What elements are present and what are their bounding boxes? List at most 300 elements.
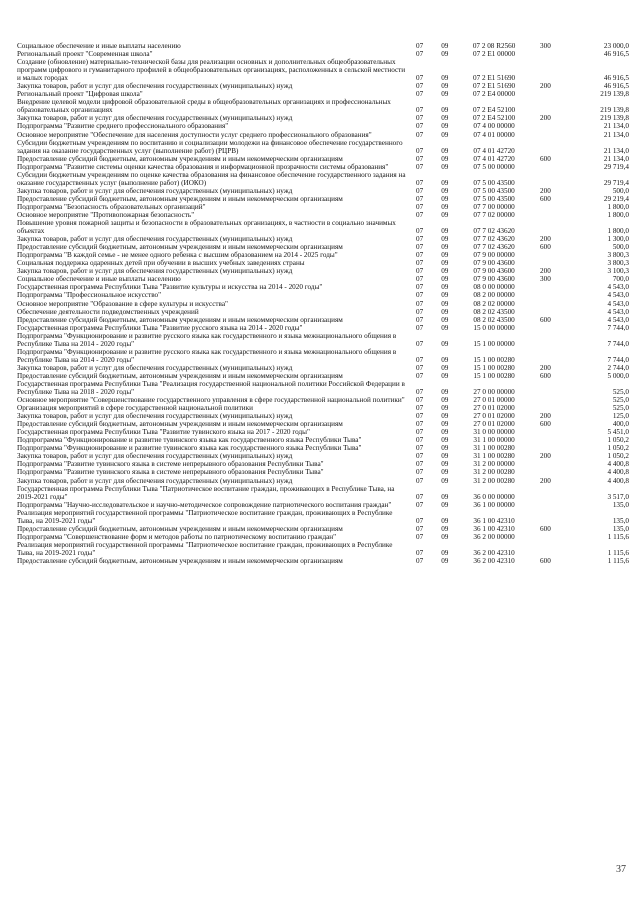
table-row [17,275,629,283]
row-section-code: 07 [416,243,424,252]
row-section-code: 07 [416,363,424,372]
row-subsection-code: 09 [441,291,449,300]
row-section-code: 07 [416,82,424,91]
table-row [17,501,629,509]
row-amount: 3 100,3 [607,267,629,276]
table-row [17,42,629,50]
row-section-code: 07 [416,122,424,131]
row-subsection-code: 09 [441,516,449,525]
row-section-code: 07 [416,114,424,123]
row-expense-type: 300 [540,42,551,50]
row-section-code: 07 [416,202,424,211]
row-target-article: 31 1 00 00000 [473,436,515,445]
row-subsection-code: 09 [441,146,449,155]
row-subsection-code: 09 [441,548,449,557]
row-name: Государственная программа Республики Тыва "Развитие русского языка на 2014 - 2020 годы" [17,323,303,332]
row-section-code: 07 [416,50,424,59]
row-name: Внедрение целевой модели цифровой образовательной среды в общеобразовательных организациях и профессиональных образовательных организациях [17,98,391,115]
table-row [17,533,629,541]
row-amount: 135,0 [612,516,629,525]
row-expense-type [528,436,562,444]
row-expense-type [528,460,562,468]
row-name: Подпрограмма "Совершенствование форм и методов работы по патриотическому воспитанию граждан" [17,532,337,541]
row-subsection-code: 09 [441,412,449,421]
row-expense-type: 600 [540,524,551,533]
row-name: Закупка товаров, работ и услуг для обеспечения государственных (муниципальных) нужд [17,476,293,485]
table-row [17,332,629,348]
row-expense-type [528,163,562,171]
row-name: Подпрограмма "Функционирование и развитие русского языка как государственного и языка межнационального общения в Республике Тыва на 2014 - 2020 годы" [17,347,397,364]
row-name: Социальная поддержка одаренных детей при обучении в высших учебных заведениях страны [17,259,305,268]
row-section-code: 07 [416,251,424,260]
row-subsection-code: 09 [441,90,449,99]
row-amount: 4 543,0 [607,299,629,308]
table-row [17,308,629,316]
row-target-article: 36 0 00 00000 [473,492,515,501]
row-subsection-code: 09 [441,202,449,211]
row-subsection-code: 09 [441,251,449,260]
row-amount: 135,0 [612,524,629,533]
row-target-article: 31 2 00 00280 [473,468,515,477]
row-subsection-code: 09 [441,178,449,187]
row-amount: 46 916,5 [603,82,629,91]
row-subsection-code: 09 [441,162,449,171]
row-name: Организация мероприятий в сфере государственной национальной политики [17,404,253,413]
table-row [17,155,629,163]
row-section-code: 07 [416,162,424,171]
row-target-article: 08 2 00 00000 [473,291,515,300]
row-amount: 21 134,0 [603,122,629,131]
row-subsection-code: 09 [441,452,449,461]
row-section-code: 07 [416,476,424,485]
row-subsection-code: 09 [441,122,449,131]
row-target-article: 07 2 E1 51690 [473,74,516,83]
row-section-code: 07 [416,452,424,461]
row-subsection-code: 09 [441,396,449,405]
row-name: Основное мероприятие "Образование в сфере культуры и искусства" [17,299,228,308]
table-row [17,82,629,90]
table-row [17,557,629,565]
table-row [17,452,629,460]
row-name: Государственная программа Республики Тыва "Развитие культуры и искусства на 2014 - 2020 годы" [17,283,323,292]
row-amount: 21 134,0 [603,154,629,163]
row-section-code: 07 [416,355,424,364]
row-section-code: 07 [416,460,424,469]
row-amount: 125,0 [612,412,629,421]
row-target-article: 07 9 00 00000 [473,251,515,260]
row-amount: 21 134,0 [603,146,629,155]
row-target-article: 27 0 01 00000 [473,396,515,405]
row-name: Закупка товаров, работ и услуг для обеспечения государственных (муниципальных) нужд [17,186,293,195]
row-target-article: 07 2 E1 51690 [473,82,516,91]
row-amount: 29 719,4 [603,178,629,187]
table-row [17,291,629,299]
row-target-article: 07 2 08 R2560 [472,42,516,50]
row-expense-type [528,211,562,219]
row-subsection-code: 09 [441,259,449,268]
row-expense-type [528,428,562,436]
row-amount: 29 219,4 [603,194,629,203]
row-amount: 7 744,0 [607,339,629,348]
row-subsection-code: 09 [441,557,449,565]
row-expense-type [528,251,562,259]
table-row [17,412,629,420]
row-amount: 5 451,0 [607,428,629,437]
table-row [17,131,629,139]
row-name: Предоставление субсидий бюджетным, автономным учреждениям и иным некоммерческим организациям [17,524,343,533]
row-name: Подпрограмма "Безопасность образовательных организаций" [17,202,206,211]
row-name: Государственная программа Республики Тыва "Патриотическое воспитание граждан, проживающих в Республике Тыва, на 2019-2021 годы" [17,484,395,501]
row-amount: 135,0 [612,500,629,509]
row-section-code: 07 [416,315,424,324]
row-subsection-code: 09 [441,243,449,252]
row-amount: 4 543,0 [607,291,629,300]
row-amount: 3 517,0 [607,492,629,501]
row-name: Государственная программа Республики Тыва "Реализация государственной национальной политики Российской Федерации в Республике Тыва на 2018 - 2020 годы" [17,379,405,397]
row-name: Предоставление субсидий бюджетным, автономным учреждениям и иным некоммерческим организациям [17,154,343,163]
row-subsection-code: 09 [441,42,449,50]
row-subsection-code: 09 [441,106,449,115]
row-section-code: 07 [416,227,424,236]
row-amount: 4 543,0 [607,283,629,292]
row-amount: 1 300,0 [607,235,629,244]
row-section-code: 07 [416,146,424,155]
row-section-code: 07 [416,90,424,99]
row-expense-type: 600 [540,557,551,565]
row-subsection-code: 09 [441,436,449,445]
table-row [17,300,629,308]
row-subsection-code: 09 [441,524,449,533]
table-row [17,428,629,436]
row-amount: 1 115,6 [607,532,629,541]
table-row [17,541,629,557]
row-subsection-code: 09 [441,371,449,380]
row-expense-type [528,58,562,82]
table-row [17,436,629,444]
row-target-article: 07 5 00 43500 [473,186,515,195]
row-amount: 1 800,0 [607,202,629,211]
row-target-article: 07 4 01 42720 [473,154,515,163]
row-subsection-code: 09 [441,74,449,83]
row-section-code: 07 [416,259,424,268]
row-section-code: 07 [416,210,424,219]
row-section-code: 07 [416,436,424,445]
row-target-article: 36 2 00 00000 [473,532,515,541]
row-amount: 400,0 [612,420,629,429]
row-expense-type [528,219,562,235]
row-amount: 3 800,3 [607,251,629,260]
row-target-article: 36 1 00 42310 [473,516,515,525]
row-name: Предоставление субсидий бюджетным, автономным учреждениям и иным некоммерческим организациям [17,194,343,203]
row-subsection-code: 09 [441,460,449,469]
row-name: Субсидии бюджетным учреждениям по воспитанию и социализации молодежи на финансовое обеспечение государственного задания на оказание государственных услуг (выполнение работ) (РЦРВ) [17,138,403,155]
row-target-article: 15 0 00 00000 [473,323,515,332]
budget-table-body [17,42,629,565]
row-target-article: 15 1 00 00000 [473,339,515,348]
row-name: Субсидии бюджетным учреждениям по оценке качества образования на финансовое обеспечение государственного задания на оказание государственных услуг (выполнение работ) (ИОКО) [17,170,406,187]
row-name: Реализация мероприятий государственной программы "Патриотическое воспитание граждан, проживающих в Республике Тыва, на 2019-2021 годы" [17,508,393,525]
row-name: Подпрограмма "В каждой семье - не менее одного ребенка с высшим образованием на 2014 - 2025 годы" [17,251,338,260]
row-name: Подпрограмма "Функционирование и развитие русского языка как государственного и языка межнационального общения в Республике Тыва на 2014 - 2020 годы" [17,331,397,348]
table-row [17,420,629,428]
table-row [17,468,629,476]
table-row [17,324,629,332]
row-target-article: 07 4 01 00000 [473,130,515,139]
row-target-article: 07 5 00 00000 [473,162,515,171]
row-name: Закупка товаров, работ и услуг для обеспечения государственных (муниципальных) нужд [17,267,293,276]
row-expense-type: 300 [540,275,551,284]
row-amount: 1 800,0 [607,210,629,219]
table-row [17,251,629,259]
row-subsection-code: 09 [441,355,449,364]
row-expense-type [528,203,562,211]
table-row [17,404,629,412]
page-number: 37 [616,864,626,875]
row-amount: 4 400,8 [607,460,629,469]
row-subsection-code: 09 [441,227,449,236]
row-target-article: 15 1 00 00280 [473,355,515,364]
row-expense-type: 200 [540,476,551,485]
table-row [17,90,629,98]
row-expense-type: 200 [540,452,551,461]
row-section-code: 07 [416,42,424,50]
table-row [17,396,629,404]
row-section-code: 07 [416,412,424,421]
table-row [17,114,629,122]
row-amount: 46 916,5 [603,74,629,83]
row-name: Подпрограмма "Развитие среднего профессионального образования" [17,122,229,131]
row-amount: 1 050,2 [607,436,629,445]
row-target-article: 15 1 00 00280 [473,363,515,372]
row-target-article: 07 9 00 43600 [473,259,515,268]
row-name: Подпрограмма "Функционирование и развитие тувинского языка как государственного языка Республики Тыва" [17,444,362,453]
table-row [17,163,629,171]
row-subsection-code: 09 [441,420,449,429]
row-amount: 1 115,6 [607,548,629,557]
table-row [17,187,629,195]
row-expense-type [528,332,562,348]
row-section-code: 07 [416,500,424,509]
table-row [17,267,629,275]
row-amount: 525,0 [612,388,629,397]
row-name: Закупка товаров, работ и услуг для обеспечения государственных (муниципальных) нужд [17,114,293,123]
row-target-article: 31 2 00 00000 [473,460,515,469]
row-name: Социальное обеспечение и иные выплаты населению [17,275,181,284]
row-expense-type: 200 [540,363,551,372]
row-target-article: 36 1 00 00000 [473,500,515,509]
row-target-article: 07 7 00 00000 [473,202,515,211]
row-subsection-code: 09 [441,323,449,332]
row-subsection-code: 09 [441,130,449,139]
row-target-article: 07 7 02 43620 [473,227,515,236]
row-target-article: 31 1 00 00280 [473,444,515,453]
row-subsection-code: 09 [441,283,449,292]
budget-table [17,42,629,565]
row-name: Закупка товаров, работ и услуг для обеспечения государственных (муниципальных) нужд [17,235,293,244]
row-target-article: 07 4 00 00000 [473,122,515,131]
table-row [17,364,629,372]
row-target-article: 07 5 00 43500 [473,178,515,187]
row-target-article: 27 0 01 02000 [473,404,515,413]
row-subsection-code: 09 [441,388,449,397]
row-expense-type: 600 [540,315,551,324]
row-section-code: 07 [416,444,424,453]
row-section-code: 07 [416,388,424,397]
row-amount: 23 000,0 [603,42,629,50]
row-target-article: 07 9 00 43600 [473,267,515,276]
row-amount: 500,0 [612,243,629,252]
row-expense-type [528,404,562,412]
row-amount: 219 139,8 [600,114,629,123]
row-amount: 7 744,0 [607,323,629,332]
row-target-article: 31 2 00 00280 [473,476,515,485]
row-section-code: 07 [416,420,424,429]
table-row [17,98,629,114]
row-section-code: 07 [416,323,424,332]
row-name: Предоставление субсидий бюджетным, автономным учреждениям и иным некоммерческим организациям [17,420,343,429]
row-subsection-code: 09 [441,428,449,437]
row-section-code: 07 [416,524,424,533]
row-target-article: 07 5 00 43500 [473,194,515,203]
row-section-code: 07 [416,307,424,316]
table-row [17,316,629,324]
row-amount: 4 400,8 [607,476,629,485]
row-subsection-code: 09 [441,363,449,372]
row-expense-type [528,501,562,509]
row-section-code: 07 [416,283,424,292]
row-name: Подпрограмма "Развитие тувинского языка в системе непрерывного образования Республики Тыва" [17,468,324,477]
row-amount: 219 139,8 [600,106,629,115]
row-amount: 46 916,5 [603,50,629,59]
row-expense-type [528,98,562,114]
row-target-article: 07 4 01 42720 [473,146,515,155]
row-section-code: 07 [416,186,424,195]
row-expense-type [528,485,562,501]
row-name: Предоставление субсидий бюджетным, автономным учреждениям и иным некоммерческим организациям [17,243,343,252]
table-row [17,525,629,533]
row-target-article: 07 2 E4 52100 [473,106,516,115]
row-expense-type [528,122,562,130]
row-section-code: 07 [416,428,424,437]
row-expense-type [528,291,562,299]
row-target-article: 08 2 02 43500 [473,315,515,324]
row-amount: 700,0 [612,275,629,284]
row-name: Подпрограмма "Профессиональное искусство" [17,291,162,300]
row-expense-type [528,308,562,316]
row-target-article: 27 0 00 00000 [473,388,515,397]
row-name: Подпрограмма "Научно-исследовательское и научно-методическое сопровождение патриотического воспитания граждан" [17,500,392,509]
row-amount: 525,0 [612,396,629,405]
row-expense-type [528,139,562,155]
row-target-article: 07 7 02 43620 [473,243,515,252]
row-expense-type: 200 [540,267,551,276]
row-target-article: 08 0 00 00000 [473,283,515,292]
table-row [17,259,629,267]
row-name: Подпрограмма "Развитие тувинского языка в системе непрерывного образования Республики Тыва" [17,460,324,469]
row-section-code: 07 [416,492,424,501]
row-section-code: 07 [416,299,424,308]
row-name: Закупка товаров, работ и услуг для обеспечения государственных (муниципальных) нужд [17,412,293,421]
row-section-code: 07 [416,275,424,284]
table-row [17,50,629,58]
row-target-article: 36 1 00 42310 [473,524,515,533]
row-expense-type [528,171,562,187]
row-expense-type: 200 [540,412,551,421]
row-section-code: 07 [416,468,424,477]
table-row [17,283,629,291]
row-section-code: 07 [416,154,424,163]
row-section-code: 07 [416,371,424,380]
row-expense-type: 600 [540,420,551,429]
row-amount: 7 744,0 [607,355,629,364]
row-section-code: 07 [416,267,424,276]
row-expense-type [528,509,562,525]
row-name: Основное мероприятие "Совершенствование государственного управления в сфере государственной национальной политики" [17,396,405,405]
row-section-code: 07 [416,235,424,244]
row-expense-type: 200 [540,235,551,244]
row-name: Реализация мероприятий государственной программы "Патриотическое воспитание граждан, проживающих в Республике Тыва, на 2019-2021 годы" [17,540,393,557]
row-target-article: 36 2 00 42310 [473,557,515,565]
row-subsection-code: 09 [441,492,449,501]
table-row [17,171,629,187]
row-target-article: 27 0 01 02000 [473,412,515,421]
row-expense-type [528,348,562,364]
row-expense-type [528,90,562,98]
row-expense-type [528,259,562,267]
row-target-article: 27 0 01 02000 [473,420,515,429]
row-expense-type: 600 [540,194,551,203]
row-subsection-code: 09 [441,275,449,284]
row-amount: 5 000,0 [607,371,629,380]
row-amount: 1 050,2 [607,444,629,453]
row-section-code: 07 [416,548,424,557]
table-row [17,444,629,452]
row-amount: 525,0 [612,404,629,413]
row-subsection-code: 09 [441,404,449,413]
row-name: Основное мероприятие "Обеспечение для населения доступности услуг среднего профессионального образования" [17,130,372,139]
table-row [17,122,629,130]
row-subsection-code: 09 [441,50,449,59]
row-name: Подпрограмма "Развитие системы оценки качества образования и информационной прозрачности системы образования" [17,162,389,171]
table-row [17,372,629,380]
table-row [17,219,629,235]
row-amount: 29 719,4 [603,162,629,171]
row-target-article: 15 1 00 00280 [473,371,515,380]
row-subsection-code: 09 [441,339,449,348]
table-row [17,235,629,243]
row-section-code: 07 [416,557,424,565]
row-expense-type [528,283,562,291]
row-target-article: 07 7 02 43620 [473,235,515,244]
row-expense-type [528,541,562,557]
table-row [17,485,629,501]
row-target-article: 07 9 00 43600 [473,275,515,284]
row-subsection-code: 09 [441,307,449,316]
row-amount: 4 543,0 [607,315,629,324]
row-name: Повышение уровня пожарной защиты и безопасности в образовательных организациях, в частности в социально значимых объектах [17,219,396,236]
row-expense-type [528,131,562,139]
row-section-code: 07 [416,130,424,139]
row-name: Обеспечение деятельности подведомственных учреждений [17,307,199,316]
row-subsection-code: 09 [441,82,449,91]
row-subsection-code: 09 [441,500,449,509]
table-row [17,58,629,82]
row-amount: 4 400,8 [607,468,629,477]
row-subsection-code: 09 [441,315,449,324]
table-row [17,460,629,468]
row-name: Закупка товаров, работ и услуг для обеспечения государственных (муниципальных) нужд [17,82,293,91]
table-row [17,211,629,219]
